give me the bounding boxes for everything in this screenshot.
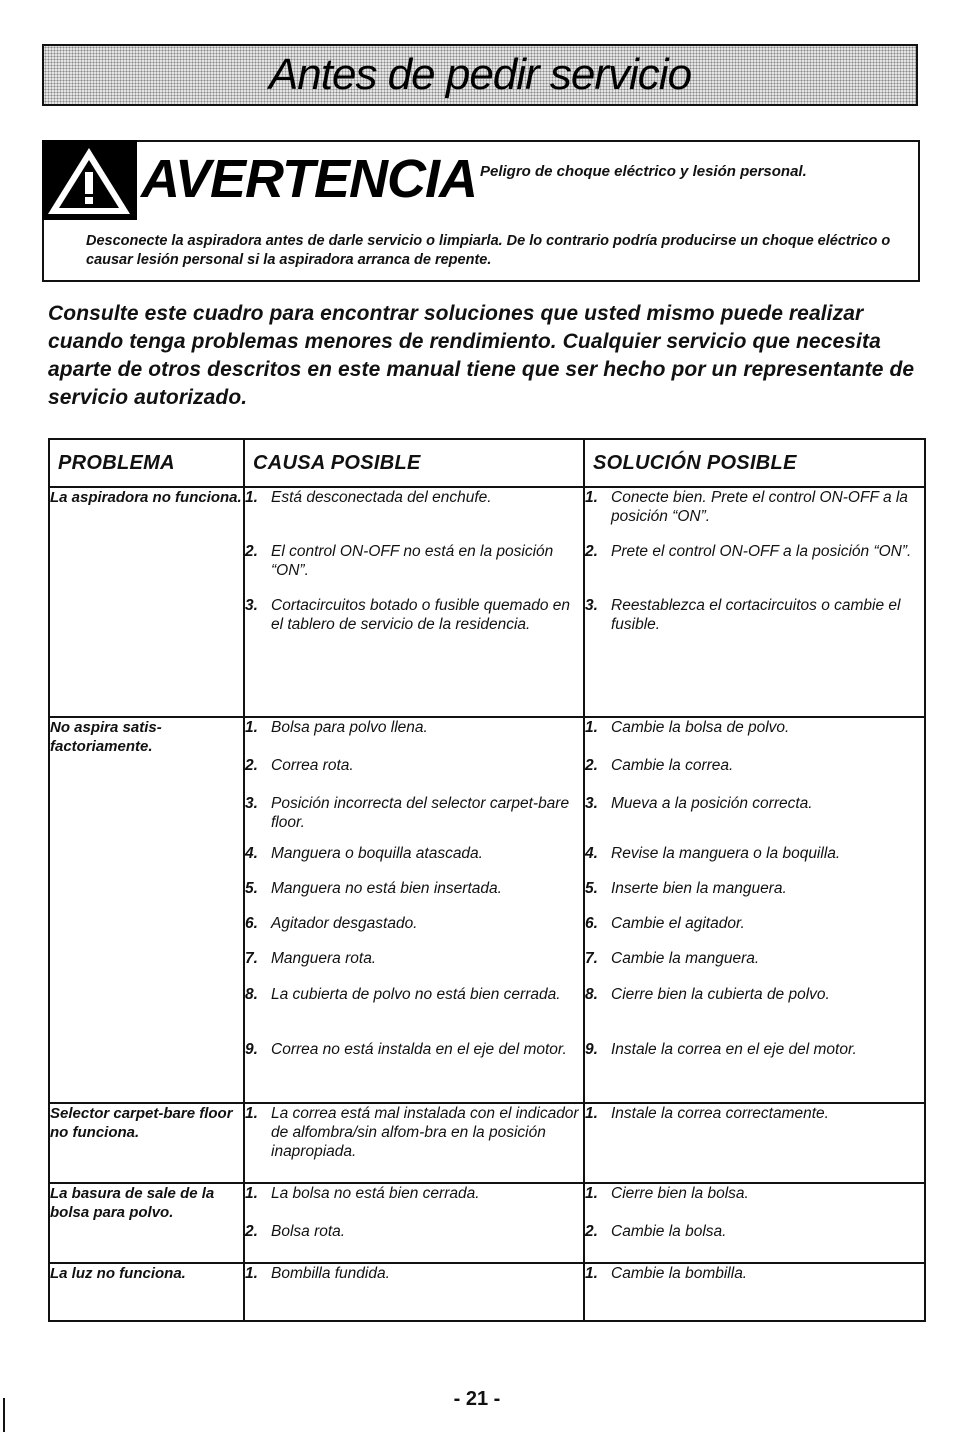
solution-item (585, 914, 924, 949)
cause-item (245, 1104, 583, 1161)
cause-item (245, 488, 583, 542)
page-number: - 21 - (453, 1388, 501, 1410)
item-number: 1. (585, 489, 598, 506)
cause-item (245, 542, 583, 596)
cause-item (245, 1040, 583, 1059)
problem-cell: No aspira satis-factoriamente. (49, 717, 244, 1103)
solution-item (585, 1222, 924, 1241)
item-text: Manguera o boquilla atascada. (271, 845, 483, 862)
cause-item (245, 879, 583, 914)
cause-item (245, 1184, 583, 1222)
cause-item (245, 794, 583, 844)
cause-item (245, 718, 583, 756)
warning-subheading: Peligro de choque eléctrico y lesión personal. (480, 163, 807, 180)
item-text: Posición incorrecta del selector carpet-bare floor. (271, 795, 570, 831)
warning-triangle-icon (42, 140, 137, 220)
item-text: Bolsa rota. (271, 1223, 346, 1240)
item-number: 5. (245, 880, 258, 897)
causes-cell (244, 1103, 584, 1183)
causes-cell (244, 1263, 584, 1321)
solution-item (585, 794, 924, 844)
item-number: 3. (245, 597, 258, 614)
solution-item (585, 879, 924, 914)
item-text: Manguera rota. (271, 950, 377, 967)
item-number: 1. (585, 1105, 598, 1122)
problem-cell: La aspiradora no funciona. (49, 487, 244, 717)
margin-mark (3, 1398, 5, 1432)
cause-item (245, 1222, 583, 1241)
item-text: Revise la manguera o la boquilla. (611, 845, 841, 862)
item-number: 2. (245, 543, 258, 560)
solution-item (585, 1040, 924, 1059)
cause-item (245, 1264, 583, 1283)
solution-item (585, 542, 924, 596)
item-number: 8. (585, 986, 598, 1003)
warning-body: Desconecte la aspiradora antes de darle servicio o limpiarla. De lo contrario podría producirse un choque eléctrico o causar lesión personal si la aspiradora arranca de repente. (86, 233, 891, 268)
item-text: Instale la correa correctamente. (611, 1105, 829, 1122)
solution-item (585, 844, 924, 879)
item-number: 9. (585, 1041, 598, 1058)
item-number: 2. (585, 1223, 598, 1240)
item-number: 1. (245, 1265, 258, 1282)
solution-item (585, 1104, 924, 1123)
item-number: 3. (245, 795, 258, 812)
problem-cell: Selector carpet-bare floor no funciona. (49, 1103, 244, 1183)
item-number: 2. (245, 757, 258, 774)
item-text: Mueva a la posición correcta. (611, 795, 813, 812)
table-row (49, 1263, 925, 1321)
problem-cell: La basura de sale de la bolsa para polvo. (49, 1183, 244, 1263)
page-title: Antes de pedir servicio (268, 50, 692, 99)
warning-box (42, 140, 920, 282)
solution-item (585, 949, 924, 985)
item-text: Instale la correa en el eje del motor. (611, 1041, 857, 1058)
troubleshooting-table (48, 438, 926, 1322)
item-number: 6. (585, 915, 598, 932)
solution-item (585, 488, 924, 542)
solutions-cell (584, 1263, 925, 1321)
item-text: Cortacircuitos botado o fusible quemado en el tablero de servicio de la residencia. (271, 597, 570, 633)
item-text: Cambie la manguera. (611, 950, 760, 967)
item-text: Reestablezca el cortacircuitos o cambie el fusible. (611, 597, 901, 633)
item-text: Correa rota. (271, 757, 354, 774)
item-number: 7. (245, 950, 258, 967)
cause-item (245, 596, 583, 634)
item-text: Está desconectada del enchufe. (271, 489, 492, 506)
item-number: 7. (585, 950, 598, 967)
solutions-cell (584, 487, 925, 717)
header-problema: PROBLEMA (49, 439, 244, 487)
header-solucion-posible: SOLUCIÓN POSIBLE (584, 439, 925, 487)
solution-item (585, 985, 924, 1040)
item-number: 9. (245, 1041, 258, 1058)
item-text: Conecte bien. Prete el control ON-OFF a la posición “ON”. (611, 489, 908, 525)
item-number: 3. (585, 795, 598, 812)
item-number: 1. (245, 489, 258, 506)
item-text: Correa no está instalda en el eje del motor. (271, 1041, 567, 1058)
solution-item (585, 1184, 924, 1222)
table-row (49, 487, 925, 717)
table-row (49, 717, 925, 1103)
intro-paragraph: Consulte este cuadro para encontrar soluciones que usted mismo puede realizar cuando tenga problemas menores de rendimiento. Cualquier servicio que necesita aparte de otros descritos en este manual tiene que ser hecho por un representante de servicio autorizado. (48, 302, 915, 409)
problem-cell: La luz no funciona. (49, 1263, 244, 1321)
causes-cell (244, 717, 584, 1103)
item-number: 6. (245, 915, 258, 932)
solution-item (585, 756, 924, 794)
item-text: Cierre bien la cubierta de polvo. (611, 986, 830, 1003)
item-text: La cubierta de polvo no está bien cerrada. (271, 986, 561, 1003)
item-number: 2. (585, 757, 598, 774)
header-causa-posible: CAUSA POSIBLE (244, 439, 584, 487)
item-number: 8. (245, 986, 258, 1003)
item-number: 4. (585, 845, 598, 862)
causes-cell (244, 1183, 584, 1263)
item-number: 1. (245, 1105, 258, 1122)
item-text: Cambie la correa. (611, 757, 734, 774)
solution-item (585, 718, 924, 756)
item-text: Prete el control ON-OFF a la posición “ON”. (611, 543, 912, 560)
item-number: 2. (585, 543, 598, 560)
solutions-cell (584, 1183, 925, 1263)
cause-item (245, 756, 583, 794)
item-text: Agitador desgastado. (271, 915, 418, 932)
cause-item (245, 985, 583, 1040)
item-number: 1. (245, 1185, 258, 1202)
item-text: Cambie la bolsa. (611, 1223, 727, 1240)
cause-item (245, 914, 583, 949)
cause-item (245, 949, 583, 985)
cause-item (245, 844, 583, 879)
solutions-cell (584, 717, 925, 1103)
item-number: 2. (245, 1223, 258, 1240)
solution-item (585, 596, 924, 634)
table-row (49, 1103, 925, 1183)
causes-cell (244, 487, 584, 717)
item-number: 1. (245, 719, 258, 736)
table-header-row (49, 439, 925, 487)
item-number: 1. (585, 1185, 598, 1202)
table-row (49, 1183, 925, 1263)
item-number: 3. (585, 597, 598, 614)
solution-item (585, 1264, 924, 1283)
item-text: Cambie la bolsa de polvo. (611, 719, 790, 736)
item-text: Cambie el agitador. (611, 915, 745, 932)
item-number: 4. (245, 845, 258, 862)
item-number: 1. (585, 1265, 598, 1282)
item-text: Cambie la bombilla. (611, 1265, 748, 1282)
item-text: Cierre bien la bolsa. (611, 1185, 749, 1202)
item-text: Inserte bien la manguera. (611, 880, 787, 897)
item-text: La bolsa no está bien cerrada. (271, 1185, 480, 1202)
item-number: 1. (585, 719, 598, 736)
item-text: Bolsa para polvo llena. (271, 719, 428, 736)
item-text: La correa está mal instalada con el indicador de alfombra/sin alfom-bra en la posición inapropiada. (271, 1105, 579, 1160)
title-banner (42, 44, 918, 106)
item-number: 5. (585, 880, 598, 897)
item-text: El control ON-OFF no está en la posición “ON”. (271, 543, 554, 579)
item-text: Bombilla fundida. (271, 1265, 390, 1282)
solutions-cell (584, 1103, 925, 1183)
warning-heading: AVERTENCIA (141, 149, 478, 209)
item-text: Manguera no está bien insertada. (271, 880, 502, 897)
